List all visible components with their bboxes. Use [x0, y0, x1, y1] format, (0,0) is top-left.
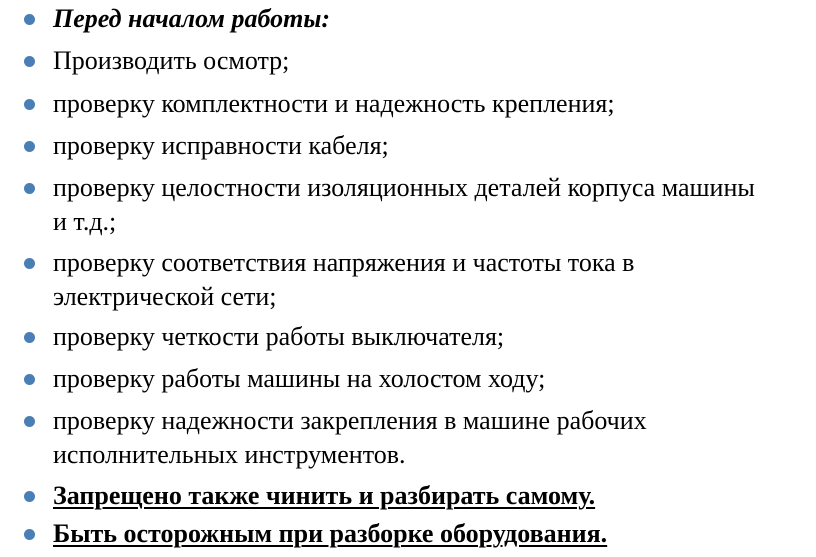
warning-text: Запрещено также чинить и разбирать самому.: [53, 481, 596, 510]
item-text: Производить осмотр;: [53, 46, 290, 75]
item-text: [53, 171, 813, 239]
warning-text: Быть осторожным при разборке оборудования.: [53, 519, 608, 548]
item-text: проверку исправности кабеля;: [53, 131, 389, 160]
item-text-line: и т.д.;: [53, 207, 117, 236]
item-text: проверку четкости работы выключателя;: [53, 322, 505, 351]
bullet-icon: [24, 332, 35, 343]
item-text-line: проверку соответствия напряжения и частоты тока в: [53, 248, 635, 277]
bullet-icon: [24, 416, 35, 427]
bullet-icon: [24, 258, 35, 269]
bullet-icon: [24, 14, 35, 25]
bullet-icon: [24, 141, 35, 152]
item-text-line: исполнительных инструментов.: [53, 440, 406, 469]
bullet-icon: [24, 183, 35, 194]
bullet-icon: [24, 529, 35, 540]
item-text-line: проверку целостности изоляционных деталей корпуса машины: [53, 173, 755, 202]
heading-text: Перед началом работы:: [53, 4, 331, 33]
item-text-line: электрической сети;: [53, 282, 277, 311]
bullet-icon: [24, 491, 35, 502]
bullet-icon: [24, 374, 35, 385]
item-text: [53, 246, 813, 314]
bullet-icon: [24, 99, 35, 110]
item-text: проверку комплектности и надежность крепления;: [53, 89, 615, 118]
item-text-line: проверку надежности закрепления в машине рабочих: [53, 406, 647, 435]
bullet-icon: [24, 56, 35, 67]
item-text: проверку работы машины на холостом ходу;: [53, 364, 546, 393]
item-text: [53, 404, 813, 472]
